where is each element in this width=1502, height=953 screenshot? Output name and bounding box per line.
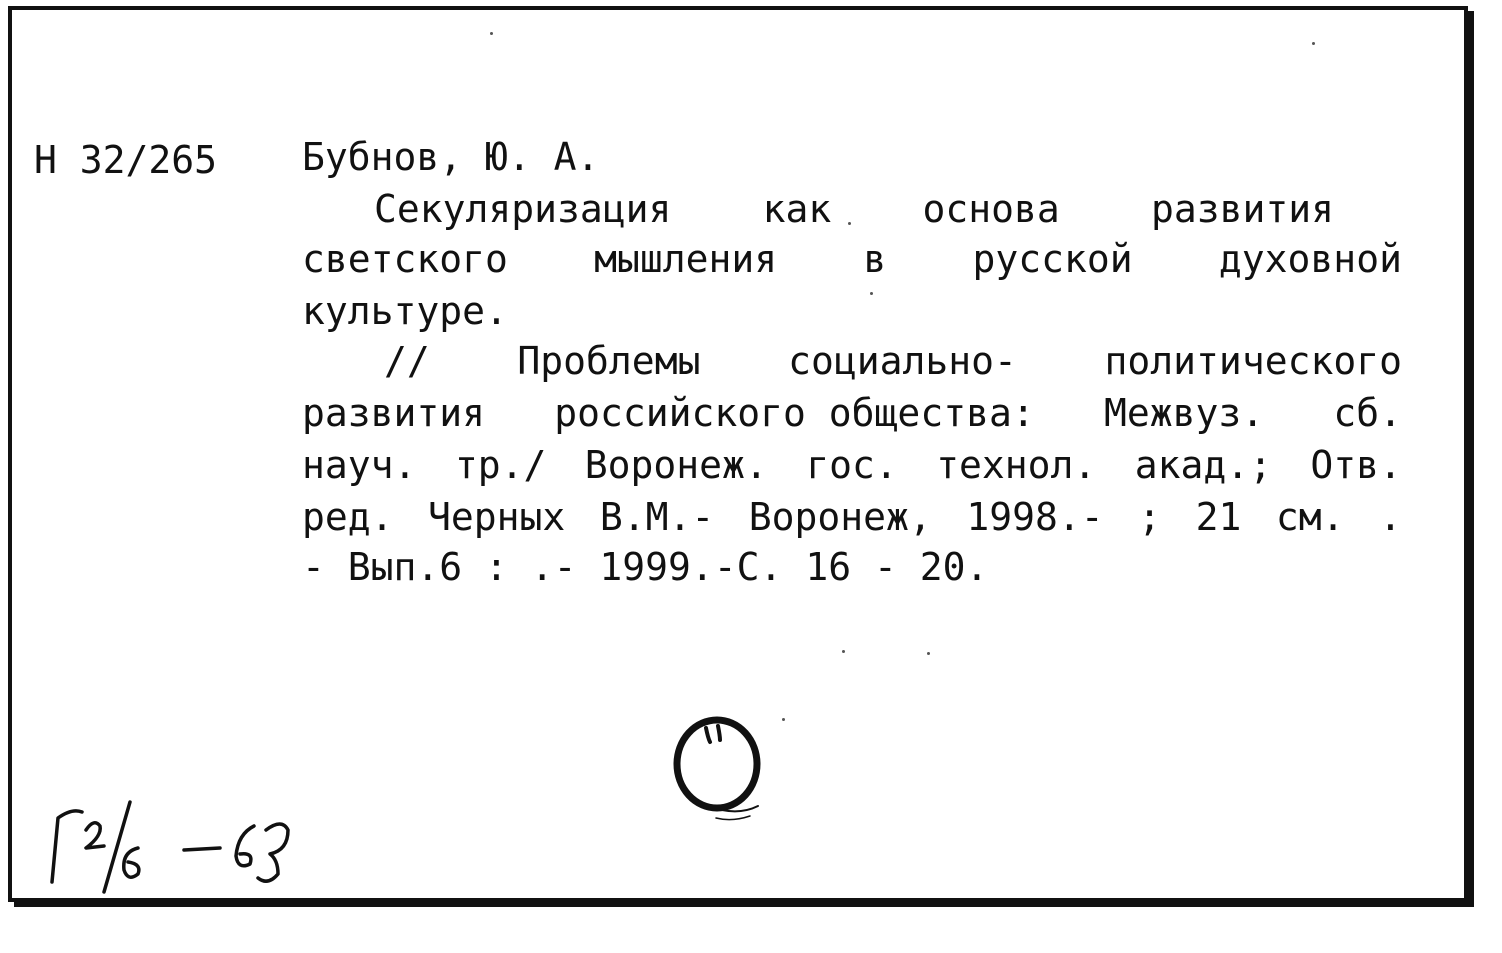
source-word: Воронеж, [748, 495, 932, 539]
title-word: основа [922, 187, 1060, 231]
catalog-card [8, 6, 1468, 902]
source-word: . [1379, 495, 1402, 539]
shelfmark: Н 32/265 [34, 138, 218, 182]
paper-speck [1312, 42, 1315, 45]
source-word: Воронеж. [584, 443, 768, 487]
source-line-5: - Вып.6 : .- 1999.-С. 16 - 20. [302, 545, 989, 589]
source-word: Проблемы [517, 339, 701, 383]
source-word: см. [1275, 495, 1345, 539]
source-word: ред. [302, 495, 394, 539]
source-word: ; [1138, 495, 1162, 539]
paper-speck [927, 652, 930, 655]
title-word: духовной [1218, 237, 1402, 281]
title-word: мышления [594, 237, 778, 281]
title-word: как [762, 187, 832, 231]
source-line-1 [384, 339, 1402, 383]
title-word: светского [302, 237, 508, 281]
source-word: тр./ [454, 443, 547, 487]
source-word: Отв. [1310, 443, 1402, 487]
title-line-1 [374, 187, 1334, 231]
paper-speck [870, 292, 873, 295]
source-word: В.М.- [599, 495, 715, 539]
title-line-2 [302, 237, 1402, 281]
source-word: социально- [788, 339, 1017, 383]
paper-speck [842, 650, 845, 653]
source-word: технол. [936, 443, 1097, 487]
source-word: 1998.- [966, 495, 1104, 539]
source-word: науч. [302, 443, 417, 487]
title-word: в [863, 237, 887, 281]
library-stamp-icon [662, 710, 772, 830]
source-word: гос. [806, 443, 898, 487]
source-word: 21 [1195, 495, 1242, 539]
title-word: русской [972, 237, 1133, 281]
source-word: акад.; [1134, 443, 1272, 487]
author: Бубнов, Ю. А. [302, 135, 600, 179]
paper-speck [782, 718, 785, 721]
title-word: развития [1150, 187, 1334, 231]
source-word: российского общества: [554, 391, 1035, 435]
title-word: Секуляризация [374, 187, 672, 231]
source-line-2 [302, 391, 1402, 435]
source-word: // [384, 339, 430, 383]
source-word: Черных [428, 495, 566, 539]
paper-speck [490, 32, 493, 35]
source-line-4 [302, 495, 1402, 539]
title-line-3: культуре. [302, 289, 508, 333]
handwritten-inventory-number [42, 790, 302, 900]
source-line-3 [302, 443, 1402, 487]
source-word: политического [1104, 339, 1402, 383]
source-word: сб. [1333, 391, 1402, 435]
paper-speck [848, 222, 851, 225]
source-word: Межвуз. [1103, 391, 1265, 435]
source-word: развития [302, 391, 486, 435]
